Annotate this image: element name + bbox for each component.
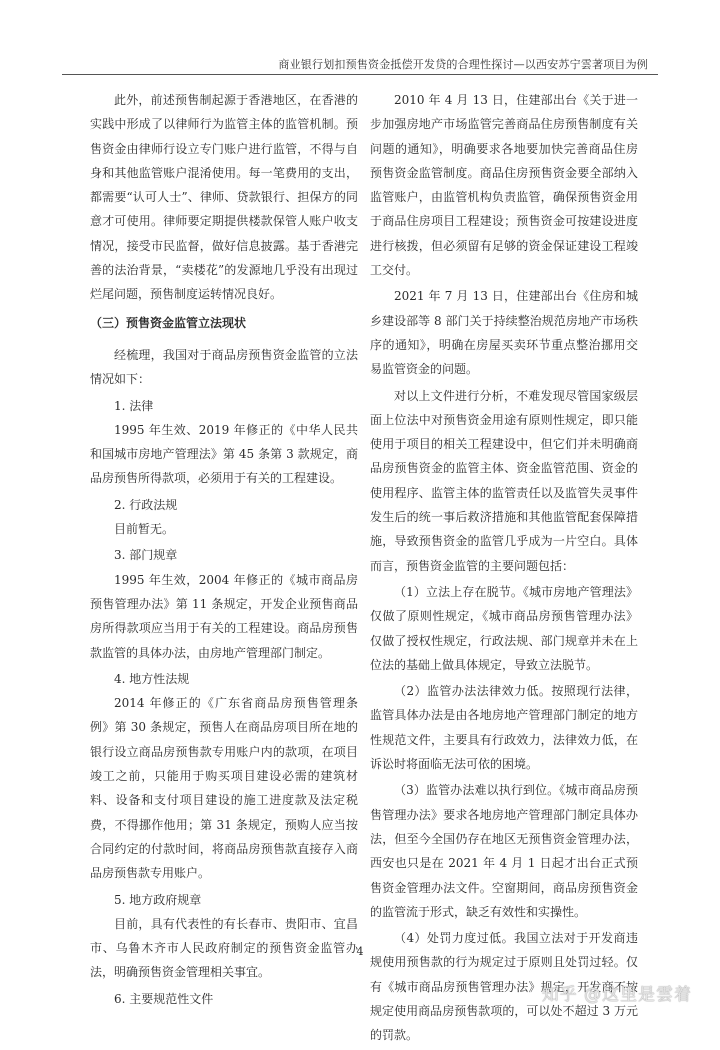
item-local-gov-text: 目前，具有代表性的有长春市、贵阳市、宜昌市、乌鲁木齐市人民政府制定的预售资金监管办法，明确预售资金管理相关事宜。	[90, 916, 358, 980]
header-divider	[62, 74, 658, 75]
paragraph-analysis: 对以上文件进行分析，不难发现尽管国家级层面上位法中对预售资金用途有原则性规定，即只能使用于项目的相关工程建设中，但它们并未明确商品房预售资金的监管主体、资金监管范围、资金的使用程序、监管主体的监管责任以及监管失灵事件发生后的统一事后救济措施和其他监管配套保障措施，导致预售资金的监管几乎成为一片空白。具体而言，预售资金监管的主要问题包括：	[370, 388, 638, 573]
problem-point-4: （4）处罚力度过低。我国立法对于开发商违规使用预售款的行为规定过于原则且处罚过轻。仅有《城市商品房预售管理办法》规定，开发商不按规定使用商品房预售款项的，可以处不超过 3 万元的罚款。	[370, 931, 638, 1043]
problem-point-3: （3）监管办法难以执行到位。《城市商品房预售管理办法》要求各地房地产管理部门制定具体办法，但至今全国仍存在地区无预售资金管理办法，西安也只是在 2021 年 4 月 1 日起才出台正式预售资金管理办法文件。空窗期间，商品房预售资金的监管流于形式，缺乏有效性和实操性。	[370, 783, 638, 919]
problem-point-2: （2）监管办法法律效力低。按照现行法律，监管具体办法是由各地房地产管理部门制定的地方性规范文件，主要具有行政效力，法律效力低，在诉讼时将面临无法可依的困境。	[370, 684, 638, 772]
right-column	[370, 88, 638, 1050]
running-header: 商业银行划扣预售资金抵偿开发贷的合理性探讨—以西安苏宁雲著项目为例	[278, 58, 648, 71]
left-column	[90, 88, 358, 1011]
item-normative-title: 6. 主要规范性文件	[114, 991, 214, 1006]
problem-point-1: （1）立法上存在脱节。《城市房地产管理法》仅做了原则性规定，《城市商品房预售管理办法》仅做了授权性规定，行政法规、部门规章并未在上位法的基础上做具体规定，导致立法脱节。	[370, 584, 638, 672]
item-local-gov-title: 5. 地方政府规章	[114, 892, 202, 907]
item-local-reg-text: 2014 年修正的《广东省商品房预售管理条例》第 30 条规定，预售人在商品房项目所在地的银行设立商品房预售款专用账户内的款项，在项目竣工之前，只能用于购买项目建设必需的建筑材料、设备和支付项目建设的施工进度款及法定税费，不得挪作他用；第 31 条规定，预购人应当按合同约定的付款时间，将商品房预售款直接存入商品房预售款专用账户。	[90, 696, 358, 881]
page-number: 4	[356, 945, 364, 958]
item-dept-rule-text: 1995 年生效，2004 年修正的《城市商品房预售管理办法》第 11 条规定，开发企业预售商品房所得款项应当用于有关的工程建设。商品房预售款监管的具体办法，由房地产管理部门制定。	[90, 572, 358, 660]
paragraph-intro: 经梳理，我国对于商品房预售资金监管的立法情况如下：	[90, 347, 358, 387]
paragraph-2010-notice: 2010 年 4 月 13 日，住建部出台《关于进一步加强房地产市场监管完善商品住房预售制度有关问题的通知》，明确要求各地要加快完善商品住房预售资金监管制度。商品住房预售资金要全部纳入监管账户，由监管机构负责监管，确保预售资金用于商品住房项目工程建设；预售资金可按建设进度进行核拨，但必须留有足够的资金保证建设工程竣工交付。	[370, 93, 638, 278]
section-heading: （三）预售资金监管立法现状	[90, 315, 247, 330]
item-local-reg-title: 4. 地方性法规	[114, 671, 190, 686]
paragraph-2021-notice: 2021 年 7 月 13 日，住建部出台《住房和城乡建设部等 8 部门关于持续整治规范房地产市场秩序的通知》，明确在房屋买卖环节重点整治挪用交易监管资金的问题。	[370, 289, 638, 377]
item-dept-rule-title: 3. 部门规章	[114, 548, 178, 563]
item-law-title: 1. 法律	[114, 398, 154, 413]
paragraph-hongkong: 此外，前述预售制起源于香港地区，在香港的实践中形成了以律师行为监管主体的监管机制。预售资金由律师行设立专门账户进行监管，不得与自身和其他监管账户混淆使用。每一笔费用的支出，都需要“认可人士”、律师、贷款银行、担保方的同意才可使用。律师要定期提供楼款保管人账户收支情况，接受市民监督，做好信息披露。基于香港完善的法治背景，“卖楼花”的发源地几乎没有出现过烂尾问题，预售制度运转情况良好。	[90, 93, 358, 302]
watermark: 知乎 @这里是雲着	[541, 985, 692, 1005]
item-law-text: 1995 年生效、2019 年修正的《中华人民共和国城市房地产管理法》第 45 条第 3 款规定，商品房预售所得款项，必须用于有关的工程建设。	[90, 422, 358, 486]
item-admin-reg-title: 2. 行政法规	[114, 497, 178, 512]
item-admin-reg-text: 目前暂无。	[114, 522, 175, 537]
